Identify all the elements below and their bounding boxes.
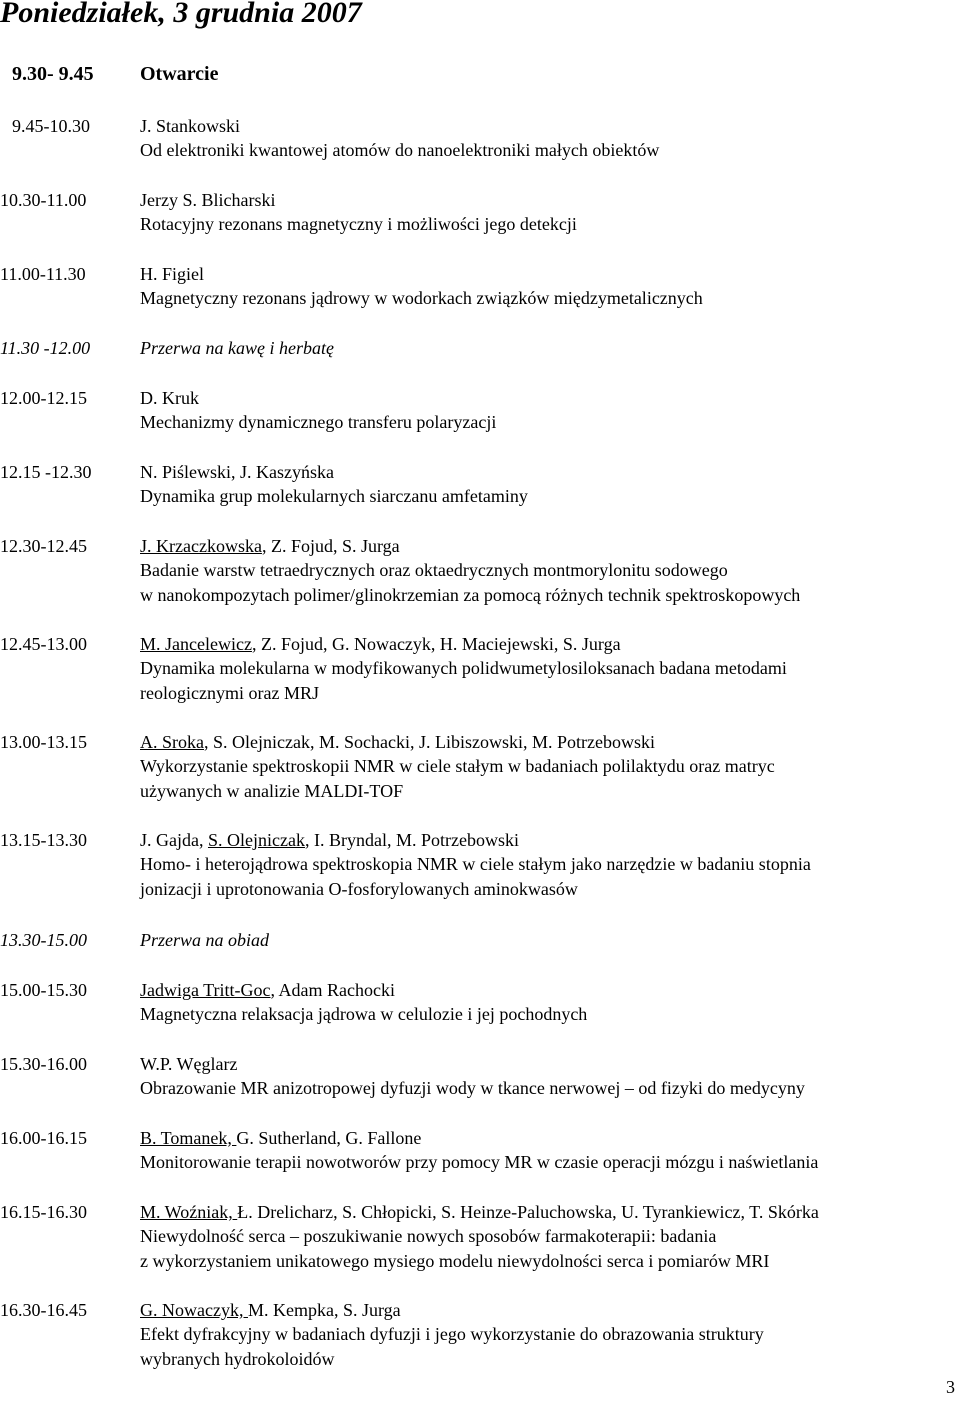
author-text: , S. Olejniczak, M. Sochacki, J. Libiszowski, M. Potrzebowski: [204, 732, 655, 752]
session-authors: [140, 336, 958, 360]
session-time: 16.15-16.30: [0, 1202, 87, 1222]
author-text: W.P. Węglarz: [140, 1054, 238, 1074]
session-time: 16.00-16.15: [0, 1128, 87, 1148]
session-title-line: Rotacyjny rezonans magnetyczny i możliwości jego detekcji: [140, 214, 577, 235]
author-text: Przerwa na obiad: [140, 930, 270, 950]
author-text: , I. Bryndal, M. Potrzebowski: [304, 830, 519, 850]
presenting-author: M. Jancelewicz: [140, 634, 252, 654]
session-authors: [140, 188, 958, 212]
session-authors: [140, 730, 958, 754]
presenting-author: A. Sroka: [140, 732, 204, 752]
session-time: 12.45-13.00: [0, 634, 87, 654]
session-title-line: Wykorzystanie spektroskopii NMR w ciele stałym w badaniach polilaktydu oraz matryc: [140, 756, 775, 777]
session-time: 13.00-13.15: [0, 732, 87, 752]
session-time: 15.00-15.30: [0, 980, 87, 1000]
session-body: [140, 828, 958, 901]
session-authors: [140, 928, 958, 952]
session-authors: [140, 978, 958, 1002]
session-authors: [140, 460, 958, 484]
session-authors: [140, 534, 958, 558]
author-text: N. Piślewski, J. Kaszyńska: [140, 462, 334, 482]
session-time: 12.00-12.15: [0, 388, 87, 408]
session-time: 9.45-10.30: [12, 116, 90, 136]
session-title-line: reologicznymi oraz MRJ: [140, 682, 319, 703]
author-text: Jerzy S. Blicharski: [140, 190, 276, 210]
session-time: 13.30-15.00: [0, 930, 87, 950]
presenting-author: B. Tomanek,: [140, 1128, 237, 1148]
author-text: D. Kruk: [140, 388, 199, 408]
session-title-line: Obrazowanie MR anizotropowej dyfuzji wody w tkance nerwowej – od fizyki do medycyny: [140, 1078, 805, 1099]
session-authors: [140, 1298, 958, 1322]
session-authors: [140, 114, 958, 138]
author-text: M. Kempka, S. Jurga: [247, 1300, 401, 1320]
session-time: 15.30-16.00: [0, 1054, 87, 1074]
session-title-line: Magnetyczny rezonans jądrowy w wodorkach związków międzymetalicznych: [140, 288, 703, 309]
presenting-author: Jadwiga Tritt-Goc: [140, 980, 271, 1000]
presenting-author: J. Krzaczkowska: [140, 536, 262, 556]
author-text: J. Stankowski: [140, 116, 241, 136]
session-body: [140, 1126, 958, 1175]
session-title-line: Niewydolność serca – poszukiwanie nowych sposobów farmakoterapii: badania: [140, 1226, 717, 1247]
session-title-line: Dynamika molekularna w modyfikowanych polidwumetylosiloksanach badana metodami: [140, 658, 787, 679]
session-body: [140, 62, 958, 86]
session-body: [140, 928, 958, 952]
session-body: [140, 1052, 958, 1101]
session-body: [140, 262, 958, 311]
session-title-line: Homo- i heterojądrowa spektroskopia NMR w ciele stałym jako narzędzie w badaniu stopnia: [140, 854, 811, 875]
presenting-author: M. Woźniak,: [140, 1202, 238, 1222]
author-text: , Z. Fojud, S. Jurga: [261, 536, 400, 556]
author-text: J. Gajda,: [140, 830, 208, 850]
author-text: Otwarcie: [140, 63, 219, 85]
session-authors: [140, 262, 958, 286]
session-authors: [140, 62, 958, 86]
session-title-line: w nanokompozytach polimer/glinokrzemian za pomocą różnych technik spektroskopowych: [140, 584, 801, 605]
author-text: Ł. Drelicharz, S. Chłopicki, S. Heinze-Paluchowska, U. Tyrankiewicz, T. Skórka: [237, 1202, 819, 1222]
session-authors: [140, 1126, 958, 1150]
session-authors: [140, 632, 958, 656]
session-title-line: z wykorzystaniem unikatowego mysiego modelu niewydolności serca i pomiarów MRI: [140, 1250, 770, 1271]
session-title-line: jonizacji i uprotonowania O-fosforylowanych aminokwasów: [140, 878, 578, 899]
page-number: 3: [946, 1377, 955, 1397]
session-time: 10.30-11.00: [0, 190, 87, 210]
session-title-line: Mechanizmy dynamicznego transferu polaryzacji: [140, 412, 497, 433]
session-title-line: Magnetyczna relaksacja jądrowa w celulozie i jej pochodnych: [140, 1004, 588, 1025]
author-text: H. Figiel: [140, 264, 205, 284]
session-title-line: Od elektroniki kwantowej atomów do nanoelektroniki małych obiektów: [140, 140, 660, 161]
session-title-line: Badanie warstw tetraedrycznych oraz oktaedrycznych montmorylonitu sodowego: [140, 560, 728, 581]
session-time: 11.00-11.30: [0, 264, 86, 284]
session-authors: [140, 828, 958, 852]
presenting-author: S. Olejniczak: [207, 830, 305, 850]
author-text: , Z. Fojud, G. Nowaczyk, H. Maciejewski, S. Jurga: [251, 634, 621, 654]
session-body: [140, 1200, 958, 1273]
session-title-line: Dynamika grup molekularnych siarczanu amfetaminy: [140, 486, 528, 507]
session-title-line: Efekt dyfrakcyjny w badaniach dyfuzji i jego wykorzystanie do obrazowania struktury: [140, 1324, 764, 1345]
session-body: [140, 534, 958, 607]
session-body: [140, 632, 958, 705]
author-text: Przerwa na kawę i herbatę: [140, 338, 334, 358]
session-body: [140, 188, 958, 237]
session-time: 13.15-13.30: [0, 830, 87, 850]
session-time: 16.30-16.45: [0, 1300, 87, 1320]
session-body: [140, 730, 958, 803]
session-body: [140, 114, 958, 163]
session-time: 12.15 -12.30: [0, 462, 92, 482]
session-time: 12.30-12.45: [0, 536, 87, 556]
author-text: G. Sutherland, G. Fallone: [236, 1128, 422, 1148]
session-authors: [140, 386, 958, 410]
session-title-line: używanych w analizie MALDI-TOF: [140, 780, 404, 801]
author-text: , Adam Rachocki: [270, 980, 395, 1000]
session-authors: [140, 1052, 958, 1076]
page-heading: Poniedziałek, 3 grudnia 2007: [0, 0, 362, 29]
session-time: 9.30- 9.45: [12, 63, 94, 85]
session-body: [140, 1298, 958, 1371]
session-body: [140, 460, 958, 509]
session-body: [140, 386, 958, 435]
session-authors: [140, 1200, 958, 1224]
session-body: [140, 336, 958, 360]
session-title-line: Monitorowanie terapii nowotworów przy pomocy MR w czasie operacji mózgu i naświetlania: [140, 1152, 819, 1173]
session-title-line: wybranych hydrokoloidów: [140, 1348, 335, 1369]
presenting-author: G. Nowaczyk,: [140, 1300, 248, 1320]
session-body: [140, 978, 958, 1027]
session-time: 11.30 -12.00: [0, 338, 91, 358]
